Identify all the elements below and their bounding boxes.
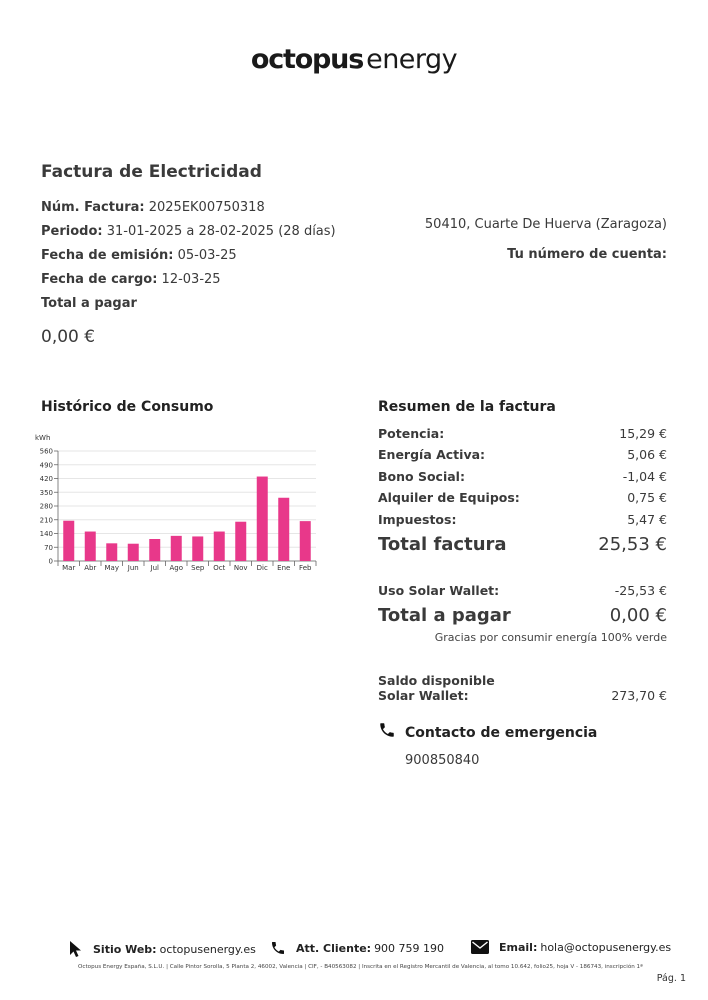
supply-address: 50410, Cuarte De Huerva (Zaragoza) — [424, 217, 667, 232]
x-tick-label: May — [104, 564, 119, 572]
x-tick-label: Ago — [169, 564, 184, 572]
solar-wallet-label: Uso Solar Wallet: — [378, 583, 500, 598]
total-factura-value: 25,53 € — [598, 534, 667, 555]
x-tick-label: Ene — [277, 564, 291, 572]
legal-text: Octopus Energy España, S.L.U. | Calle Pintor Sorolla, 5 Planta 2, 46002, Valencia | CIF, - B40563082 | Inscrita en el Registro Mercantil de Valencia, al tomo 10.642, folio25, hoja V - 186743, inscripción 1ª — [78, 964, 643, 970]
bar — [149, 539, 160, 561]
period-value: 31-01-2025 a 28-02-2025 (28 días) — [106, 224, 336, 239]
footer-email[interactable] — [471, 940, 671, 954]
bar — [106, 543, 117, 561]
chart-bars — [63, 477, 311, 561]
footer-att-value[interactable]: 900 759 190 — [374, 941, 445, 955]
x-tick-label: Dic — [256, 564, 268, 572]
saldo-value: 273,70 € — [611, 688, 667, 703]
summary-title: Resumen de la factura — [378, 399, 556, 415]
footer-website-label: Sitio Web: — [93, 942, 157, 956]
y-tick-label: 0 — [48, 557, 53, 566]
x-tick-label: Oct — [213, 564, 226, 572]
total-pagar-value: 0,00 € — [609, 605, 667, 626]
page-number: Pág. 1 — [656, 973, 686, 984]
x-tick-label: Jun — [127, 564, 139, 572]
total-pagar-label: Total a pagar — [378, 605, 511, 626]
history-title: Histórico de Consumo — [41, 399, 214, 415]
x-tick-label: Mar — [62, 564, 76, 572]
phone-icon — [378, 721, 396, 739]
total-factura-label: Total factura — [378, 534, 507, 555]
issue-date-value: 05-03-25 — [177, 248, 237, 263]
cursor-icon — [68, 940, 84, 958]
emergency-contact-title: Contacto de emergencia — [405, 725, 598, 741]
y-tick-label: 560 — [39, 447, 53, 456]
emergency-phone[interactable]: 900850840 — [405, 753, 480, 768]
footer-email-label: Email: — [499, 940, 538, 954]
summary-label: Bono Social: — [378, 469, 465, 484]
summary-row-bono — [378, 469, 667, 484]
total-to-pay-label: Total a pagar — [41, 296, 137, 311]
summary-row-potencia — [378, 426, 667, 441]
saldo-label-line1: Saldo disponible — [378, 673, 495, 688]
footer-customer-service[interactable] — [270, 940, 444, 956]
solar-wallet-row — [378, 583, 667, 598]
solar-wallet-value: -25,53 € — [614, 583, 667, 598]
phone-icon — [270, 940, 286, 956]
footer-att-label: Att. Cliente: — [296, 941, 372, 955]
footer-email-value[interactable]: hola@octopusenergy.es — [540, 940, 672, 954]
brand-logo — [0, 44, 708, 75]
total-to-pay-value: 0,00 € — [41, 327, 96, 347]
chart-xticks — [58, 561, 316, 572]
charge-date-label: Fecha de cargo: — [41, 272, 158, 287]
bar — [214, 532, 225, 561]
saldo-label-line2: Solar Wallet: — [378, 688, 469, 703]
summary-value: 0,75 € — [627, 490, 667, 505]
summary-label: Impuestos: — [378, 512, 457, 527]
footer-website[interactable] — [68, 940, 256, 958]
bar — [128, 544, 139, 561]
bar — [300, 521, 311, 561]
y-tick-label: 210 — [39, 516, 53, 525]
bar — [257, 477, 268, 561]
green-energy-note: Gracias por consumir energía 100% verde — [434, 631, 667, 644]
period-label: Periodo: — [41, 224, 103, 239]
summary-row-impuestos — [378, 512, 667, 527]
y-tick-label: 350 — [39, 488, 53, 497]
issue-date-label: Fecha de emisión: — [41, 248, 174, 263]
logo-light: energy — [366, 44, 458, 75]
x-tick-label: Sep — [191, 564, 205, 572]
summary-label: Potencia: — [378, 426, 445, 441]
summary-row-alquiler — [378, 490, 667, 505]
y-tick-label: 420 — [39, 475, 53, 483]
period-row — [41, 224, 336, 239]
issue-date-row — [41, 248, 237, 263]
invoice-title: Factura de Electricidad — [41, 162, 262, 182]
total-factura-row — [378, 534, 667, 555]
charge-date-value: 12-03-25 — [161, 272, 221, 287]
bar — [278, 498, 289, 561]
summary-value: 15,29 € — [619, 426, 667, 441]
bar — [85, 532, 96, 561]
x-tick-label: Nov — [233, 564, 248, 572]
summary-value: 5,06 € — [627, 447, 667, 462]
logo-bold: octopus — [250, 44, 364, 75]
summary-row-energia — [378, 447, 667, 462]
summary-label: Alquiler de Equipos: — [378, 490, 520, 505]
invoice-number-label: Núm. Factura: — [41, 200, 145, 215]
x-tick-label: Abr — [84, 564, 97, 572]
summary-label: Energía Activa: — [378, 447, 486, 462]
total-pagar-row — [378, 605, 667, 626]
invoice-number-value: 2025EK00750318 — [148, 200, 265, 215]
charge-date-row — [41, 272, 221, 287]
chart-yticks — [40, 448, 58, 566]
invoice-number-row — [41, 200, 265, 215]
x-tick-label: Jul — [150, 564, 159, 572]
saldo-label — [378, 673, 495, 703]
consumption-chart — [30, 428, 330, 576]
bar — [235, 522, 246, 561]
bar — [192, 536, 203, 561]
chart-grid — [58, 451, 316, 561]
x-tick-label: Feb — [299, 564, 312, 572]
bar — [63, 521, 74, 561]
summary-value: -1,04 € — [622, 469, 667, 484]
footer-website-value[interactable]: octopusenergy.es — [159, 942, 256, 956]
y-tick-label: 280 — [39, 502, 53, 511]
email-icon — [471, 940, 489, 954]
y-tick-label: 140 — [39, 530, 53, 538]
y-tick-label: 70 — [44, 543, 53, 552]
account-number-label: Tu número de cuenta: — [507, 247, 667, 262]
summary-value: 5,47 € — [627, 512, 667, 527]
bar — [171, 536, 182, 561]
chart-ylabel: kWh — [35, 434, 51, 442]
y-tick-label: 490 — [39, 461, 53, 470]
